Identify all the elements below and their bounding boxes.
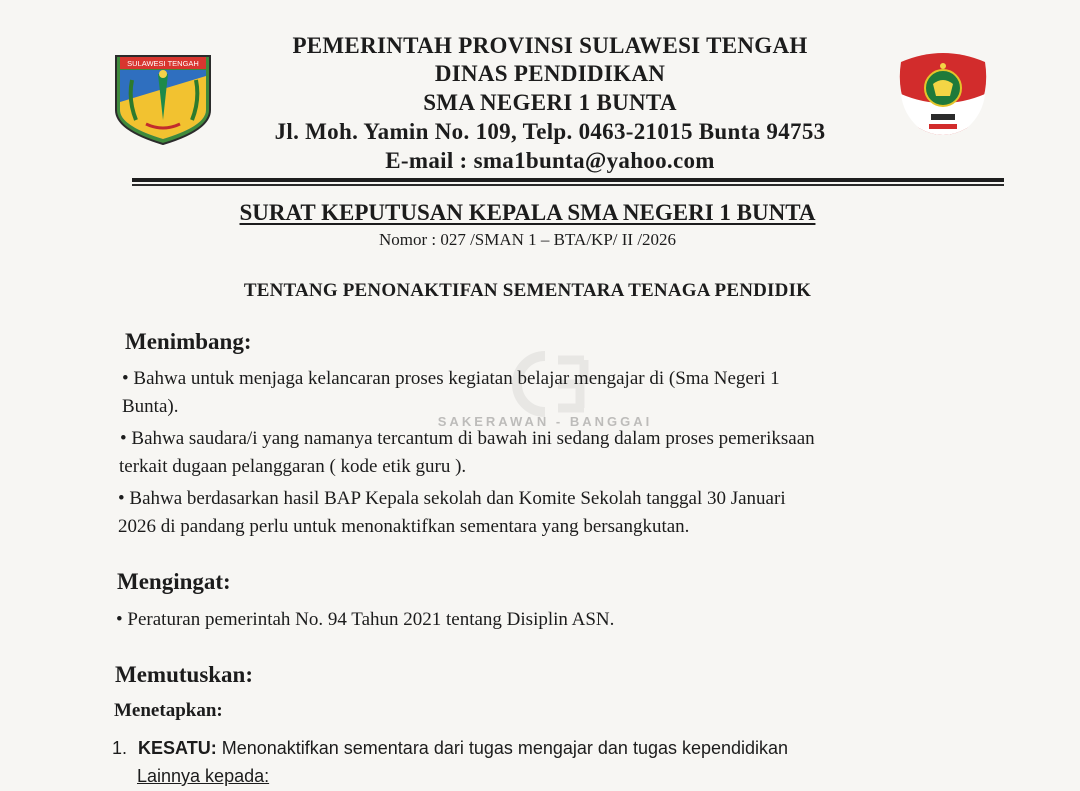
decree-number: Nomor : 027 /SMAN 1 – BTA/KP/ II /2026 bbox=[378, 230, 677, 249]
memutuskan-heading: Memutuskan: bbox=[115, 662, 254, 687]
decree-subject: TENTANG PENONAKTIFAN SEMENTARA TENAGA PENDIDIK bbox=[243, 280, 812, 301]
letterhead-government-line: PEMERINTAH PROVINSI SULAWESI TENGAH bbox=[292, 33, 808, 58]
decree-title bbox=[0, 200, 1055, 226]
decision-item-1 bbox=[112, 734, 788, 763]
menimbang-heading: Menimbang: bbox=[125, 329, 252, 354]
decision-item-continuation: Lainnya kepada: bbox=[137, 766, 270, 786]
letterhead-address-line: Jl. Moh. Yamin No. 109, Telp. 0463-21015 Bunta 94753 bbox=[274, 119, 826, 144]
letterhead-divider-thin bbox=[132, 184, 1004, 186]
menimbang-line-6: 2026 di pandang perlu untuk menonaktifkan sementara yang bersangkutan. bbox=[118, 516, 690, 537]
menimbang-line-1: • Bahwa untuk menjaga kelancaran proses kegiatan belajar mengajar di (Sma Negeri 1 bbox=[122, 368, 780, 389]
watermark-text: SAKERAWAN - BANGGAI bbox=[437, 414, 653, 429]
letterhead-email-line: E-mail : sma1bunta@yahoo.com bbox=[385, 148, 715, 173]
menimbang-line-4: terkait dugaan pelanggaran ( kode etik guru ). bbox=[119, 456, 467, 477]
decision-item-label: KESATU: bbox=[138, 738, 217, 758]
decree-title-text: SURAT KEPUTUSAN KEPALA SMA NEGERI 1 BUNTA bbox=[239, 200, 816, 225]
letterhead-divider-thick bbox=[132, 178, 1004, 182]
menimbang-line-2: Bunta). bbox=[122, 396, 179, 417]
mengingat-heading: Mengingat: bbox=[117, 569, 231, 594]
mengingat-line-1: • Peraturan pemerintah No. 94 Tahun 2021 tentang Disiplin ASN. bbox=[116, 609, 615, 630]
menimbang-line-5: • Bahwa berdasarkan hasil BAP Kepala sekolah dan Komite Sekolah tanggal 30 Januari bbox=[118, 488, 786, 509]
menetapkan-label: Menetapkan: bbox=[114, 700, 223, 721]
svg-text:SULAWESI TENGAH: SULAWESI TENGAH bbox=[127, 59, 199, 68]
menimbang-line-3: • Bahwa saudara/i yang namanya tercantum di bawah ini sedang dalam proses pemeriksaan bbox=[120, 428, 815, 449]
letterhead-school-line: SMA NEGERI 1 BUNTA bbox=[423, 90, 677, 115]
decision-item-text: Menonaktifkan sementara dari tugas mengajar dan tugas kependidikan bbox=[216, 738, 789, 758]
decision-item-number: 1. bbox=[112, 738, 128, 758]
letterhead-department-line: DINAS PENDIDIKAN bbox=[434, 61, 666, 86]
